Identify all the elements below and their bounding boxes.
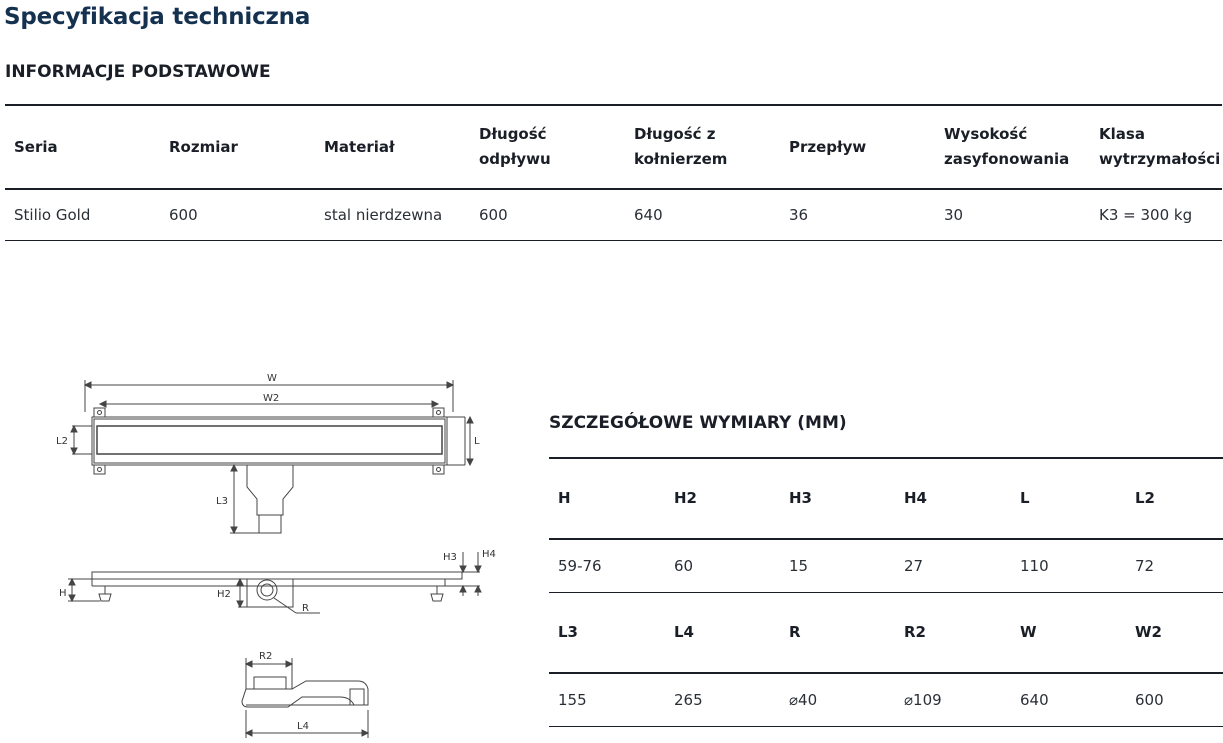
value-cell: 15: [780, 539, 895, 592]
value-cell: 600: [160, 189, 315, 240]
value-cell: stal nierdzewna: [315, 189, 470, 240]
value-cell: 155: [549, 673, 665, 726]
dim-label-h3: H3: [443, 552, 457, 563]
value-cell: 72: [1126, 539, 1223, 592]
header-cell: Długość odpływu: [470, 105, 625, 189]
value-cell: ⌀40: [780, 673, 895, 726]
dim-label-l3: L3: [216, 496, 228, 507]
dim-label-h: H: [59, 588, 67, 599]
basic-info-table: [5, 104, 1222, 241]
dim-label-l: L: [474, 436, 480, 447]
basic-info-title: INFORMACJE PODSTAWOWE: [5, 62, 271, 82]
header-cell: Przepływ: [780, 105, 935, 189]
dim-label-h4: H4: [482, 549, 496, 560]
dim-label-r: R: [302, 603, 309, 614]
header-cell: L: [1011, 458, 1126, 539]
table-header-row: [5, 105, 1222, 189]
page-title: Specyfikacja techniczna: [4, 4, 311, 30]
dim-label-w2: W2: [263, 393, 280, 404]
header-cell: R2: [895, 592, 1011, 673]
header-cell: Materiał: [315, 105, 470, 189]
table-header-row: [549, 592, 1223, 673]
header-cell: Wysokość zasyfonowania: [935, 105, 1090, 189]
value-cell: 640: [1011, 673, 1126, 726]
dim-label-r2: R2: [259, 651, 273, 662]
value-cell: 265: [665, 673, 780, 726]
header-cell: H3: [780, 458, 895, 539]
value-cell: 600: [1126, 673, 1223, 726]
header-cell: Rozmiar: [160, 105, 315, 189]
table-row: [5, 189, 1222, 240]
value-cell: ⌀109: [895, 673, 1011, 726]
value-cell: 59-76: [549, 539, 665, 592]
header-cell: L2: [1126, 458, 1223, 539]
detail-dimensions-title: SZCZEGÓŁOWE WYMIARY (MM): [549, 413, 847, 433]
value-cell: Stilio Gold: [5, 189, 160, 240]
value-cell: 600: [470, 189, 625, 240]
header-cell: L3: [549, 592, 665, 673]
value-cell: 60: [665, 539, 780, 592]
header-cell: Długość z kołnierzem: [625, 105, 780, 189]
dim-label-h2: H2: [217, 589, 231, 600]
header-cell: H: [549, 458, 665, 539]
value-cell: 27: [895, 539, 1011, 592]
header-cell: Seria: [5, 105, 160, 189]
value-cell: K3 = 300 kg: [1090, 189, 1222, 240]
table-header-row: [549, 458, 1223, 539]
dim-label-w: W: [267, 373, 277, 384]
header-cell: W: [1011, 592, 1126, 673]
value-cell: 640: [625, 189, 780, 240]
header-cell: R: [780, 592, 895, 673]
dim-label-l4: L4: [297, 721, 309, 732]
detail-dimensions-table: [549, 457, 1223, 727]
header-cell: H4: [895, 458, 1011, 539]
header-cell: Klasa wytrzymałości: [1090, 105, 1222, 189]
technical-drawing: [50, 360, 510, 743]
dim-label-l2: L2: [56, 436, 68, 447]
header-cell: L4: [665, 592, 780, 673]
table-row: [549, 539, 1223, 592]
header-cell: H2: [665, 458, 780, 539]
header-cell: W2: [1126, 592, 1223, 673]
value-cell: 110: [1011, 539, 1126, 592]
value-cell: 36: [780, 189, 935, 240]
table-row: [549, 673, 1223, 726]
value-cell: 30: [935, 189, 1090, 240]
